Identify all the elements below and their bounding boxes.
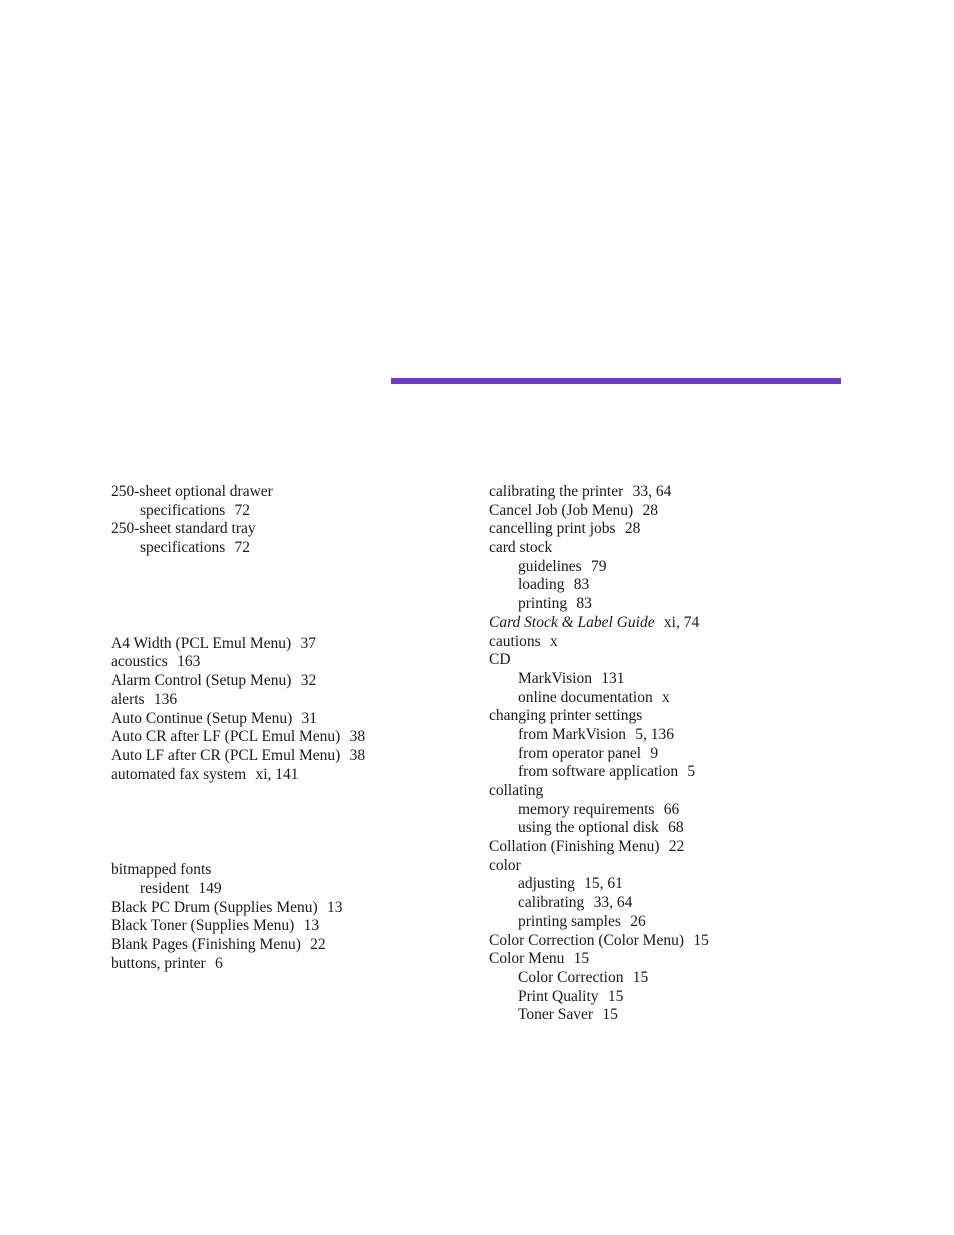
page-reference[interactable]: 79: [591, 557, 607, 575]
index-subentry: [489, 988, 849, 1007]
index-entry: [111, 747, 471, 766]
index-subentry: [489, 726, 849, 745]
index-term: Auto Continue (Setup Menu): [111, 709, 293, 727]
index-group-b: [111, 861, 471, 973]
index-entry: [489, 707, 849, 726]
page-reference[interactable]: 131: [601, 669, 625, 687]
page-reference[interactable]: 136: [153, 690, 178, 708]
index-column-right: [489, 483, 849, 1025]
index-term: Collation (Finishing Menu): [489, 838, 660, 856]
page-reference[interactable]: 28: [624, 520, 641, 538]
index-term: A4 Width (PCL Emul Menu): [111, 634, 292, 652]
index-subentry: [489, 745, 849, 764]
index-subentry: [489, 894, 849, 913]
page-reference[interactable]: 32: [300, 672, 317, 690]
page-reference[interactable]: 66: [663, 800, 680, 818]
index-term: Color Menu: [489, 950, 565, 968]
index-term: loading: [518, 576, 565, 594]
index-entry: [489, 782, 849, 801]
index-entry: [111, 672, 471, 691]
index-subentry: [489, 969, 849, 988]
index-term: alerts: [111, 690, 145, 708]
group-spacer: [111, 784, 471, 861]
index-entry: [489, 950, 849, 969]
index-term: Card Stock & Label Guide: [489, 613, 655, 631]
index-subentry: [489, 1006, 849, 1025]
index-subentry: [489, 763, 849, 782]
index-term: Black PC Drum (Supplies Menu): [111, 898, 318, 916]
page-reference[interactable]: 68: [668, 819, 684, 837]
index-entry: [489, 651, 849, 670]
index-term: cancelling print jobs: [489, 520, 616, 538]
index-entry: [111, 936, 471, 955]
page-reference[interactable]: x: [549, 632, 558, 650]
index-term: guidelines: [518, 557, 582, 575]
index-entry: [111, 483, 471, 502]
index-term: MarkVision: [518, 669, 592, 687]
index-entry: [111, 861, 471, 880]
index-term: Color Correction (Color Menu): [489, 931, 685, 949]
page-reference[interactable]: 15: [607, 987, 624, 1005]
index-subentry: [489, 670, 849, 689]
index-term: Blank Pages (Finishing Menu): [111, 936, 301, 953]
page-reference[interactable]: 28: [642, 501, 659, 519]
index-term: using the optional disk: [518, 819, 659, 837]
index-entry: [111, 520, 471, 539]
index-term: Alarm Control (Setup Menu): [111, 672, 292, 690]
page-reference[interactable]: 38: [349, 746, 366, 764]
index-entry: [489, 633, 849, 652]
index-entry: [489, 483, 849, 502]
index-term: from software application: [518, 763, 679, 781]
page-reference[interactable]: 83: [573, 576, 590, 594]
page-reference[interactable]: 31: [301, 709, 318, 727]
index-entry: [489, 857, 849, 876]
page-reference[interactable]: 15: [693, 931, 709, 949]
page-reference[interactable]: xi, 74: [663, 613, 700, 631]
index-term: calibrating: [518, 894, 585, 912]
index-entry: [489, 614, 849, 633]
index-entry: [489, 932, 849, 951]
page-reference[interactable]: 6: [215, 954, 223, 972]
index-term: acoustics: [111, 653, 168, 671]
page-reference[interactable]: 15: [602, 1006, 618, 1024]
index-entry: [111, 899, 471, 918]
index-term: Auto CR after LF (PCL Emul Menu): [111, 728, 341, 746]
index-term: specifications: [140, 539, 226, 557]
index-term: CD: [489, 651, 511, 669]
index-term: from operator panel: [518, 744, 642, 762]
index-term: automated fax system: [111, 765, 247, 783]
page-reference[interactable]: 83: [576, 595, 592, 613]
index-entry: [489, 838, 849, 857]
page-reference[interactable]: 15, 61: [584, 875, 623, 893]
page-reference[interactable]: 9: [650, 744, 659, 762]
index-subentry: [489, 689, 849, 708]
index-term: bitmapped fonts: [111, 861, 212, 879]
page-reference[interactable]: 26: [630, 912, 646, 930]
index-term: Color Correction: [518, 968, 624, 986]
page-reference[interactable]: 15: [632, 968, 649, 986]
page-reference[interactable]: 33, 64: [632, 483, 672, 500]
index-subentry: [489, 913, 849, 932]
index-term: cautions: [489, 632, 541, 650]
index-term: printing: [518, 595, 568, 613]
page-reference[interactable]: 15: [573, 950, 590, 968]
index-column-left: [111, 483, 471, 973]
index-entry: [111, 710, 471, 729]
index-term: buttons, printer: [111, 954, 206, 972]
index-group-c: [489, 483, 849, 1025]
page-reference[interactable]: 5: [687, 763, 696, 781]
index-term: printing samples: [518, 912, 621, 930]
index-term: resident: [140, 879, 190, 897]
page-reference[interactable]: 72: [234, 539, 251, 557]
index-term: 250-sheet standard tray: [111, 520, 256, 538]
page-reference[interactable]: 5, 136: [635, 725, 675, 743]
page-reference[interactable]: x: [662, 688, 670, 706]
index-entry: [489, 502, 849, 521]
index-term: changing printer settings: [489, 707, 643, 725]
page-reference[interactable]: 38: [349, 728, 366, 746]
page-reference[interactable]: 13: [303, 917, 320, 935]
page-reference[interactable]: 163: [177, 653, 201, 671]
index-entry: [111, 955, 471, 974]
index-term: color: [489, 856, 521, 874]
index-entry: [111, 691, 471, 710]
index-term: adjusting: [518, 875, 575, 893]
index-term: Auto LF after CR (PCL Emul Menu): [111, 746, 341, 764]
index-term: Print Quality: [518, 987, 599, 1005]
index-subentry: [489, 875, 849, 894]
index-entry: [489, 539, 849, 558]
page-reference[interactable]: 72: [234, 501, 251, 519]
index-term: Toner Saver: [518, 1006, 594, 1024]
index-entry: [111, 917, 471, 936]
page-reference[interactable]: 149: [198, 879, 222, 897]
index-term: online documentation: [518, 688, 653, 706]
index-group-a: [111, 635, 471, 785]
group-spacer: [111, 558, 471, 635]
page-reference[interactable]: 22: [310, 936, 326, 953]
index-term: calibrating the printer: [489, 483, 624, 500]
index-term: card stock: [489, 539, 553, 557]
index-term: memory requirements: [518, 800, 655, 818]
index-subentry: [489, 801, 849, 820]
page-reference[interactable]: xi, 141: [255, 765, 299, 783]
index-entry: [111, 728, 471, 747]
index-subentry: [489, 558, 849, 577]
index-term: 250-sheet optional drawer: [111, 483, 273, 500]
index-entry: [111, 766, 471, 785]
page-reference[interactable]: 37: [300, 634, 316, 652]
index-subentry: [489, 819, 849, 838]
header-accent-rule: [391, 378, 841, 384]
index-subentry: [489, 576, 849, 595]
page-reference[interactable]: 22: [668, 838, 685, 856]
index-group-numeric: [111, 483, 471, 558]
index-subentry: [111, 502, 471, 521]
index-term: from MarkVision: [518, 725, 626, 743]
index-term: specifications: [140, 501, 226, 519]
page-reference[interactable]: 13: [326, 898, 343, 916]
index-term: Cancel Job (Job Menu): [489, 501, 634, 519]
index-subentry: [489, 595, 849, 614]
index-term: collating: [489, 782, 544, 799]
index-subentry: [111, 880, 471, 899]
index-entry: [111, 635, 471, 654]
index-entry: [489, 520, 849, 539]
index-subentry: [111, 539, 471, 558]
index-term: Black Toner (Supplies Menu): [111, 917, 295, 935]
index-entry: [111, 653, 471, 672]
page-reference[interactable]: 33, 64: [593, 894, 633, 912]
